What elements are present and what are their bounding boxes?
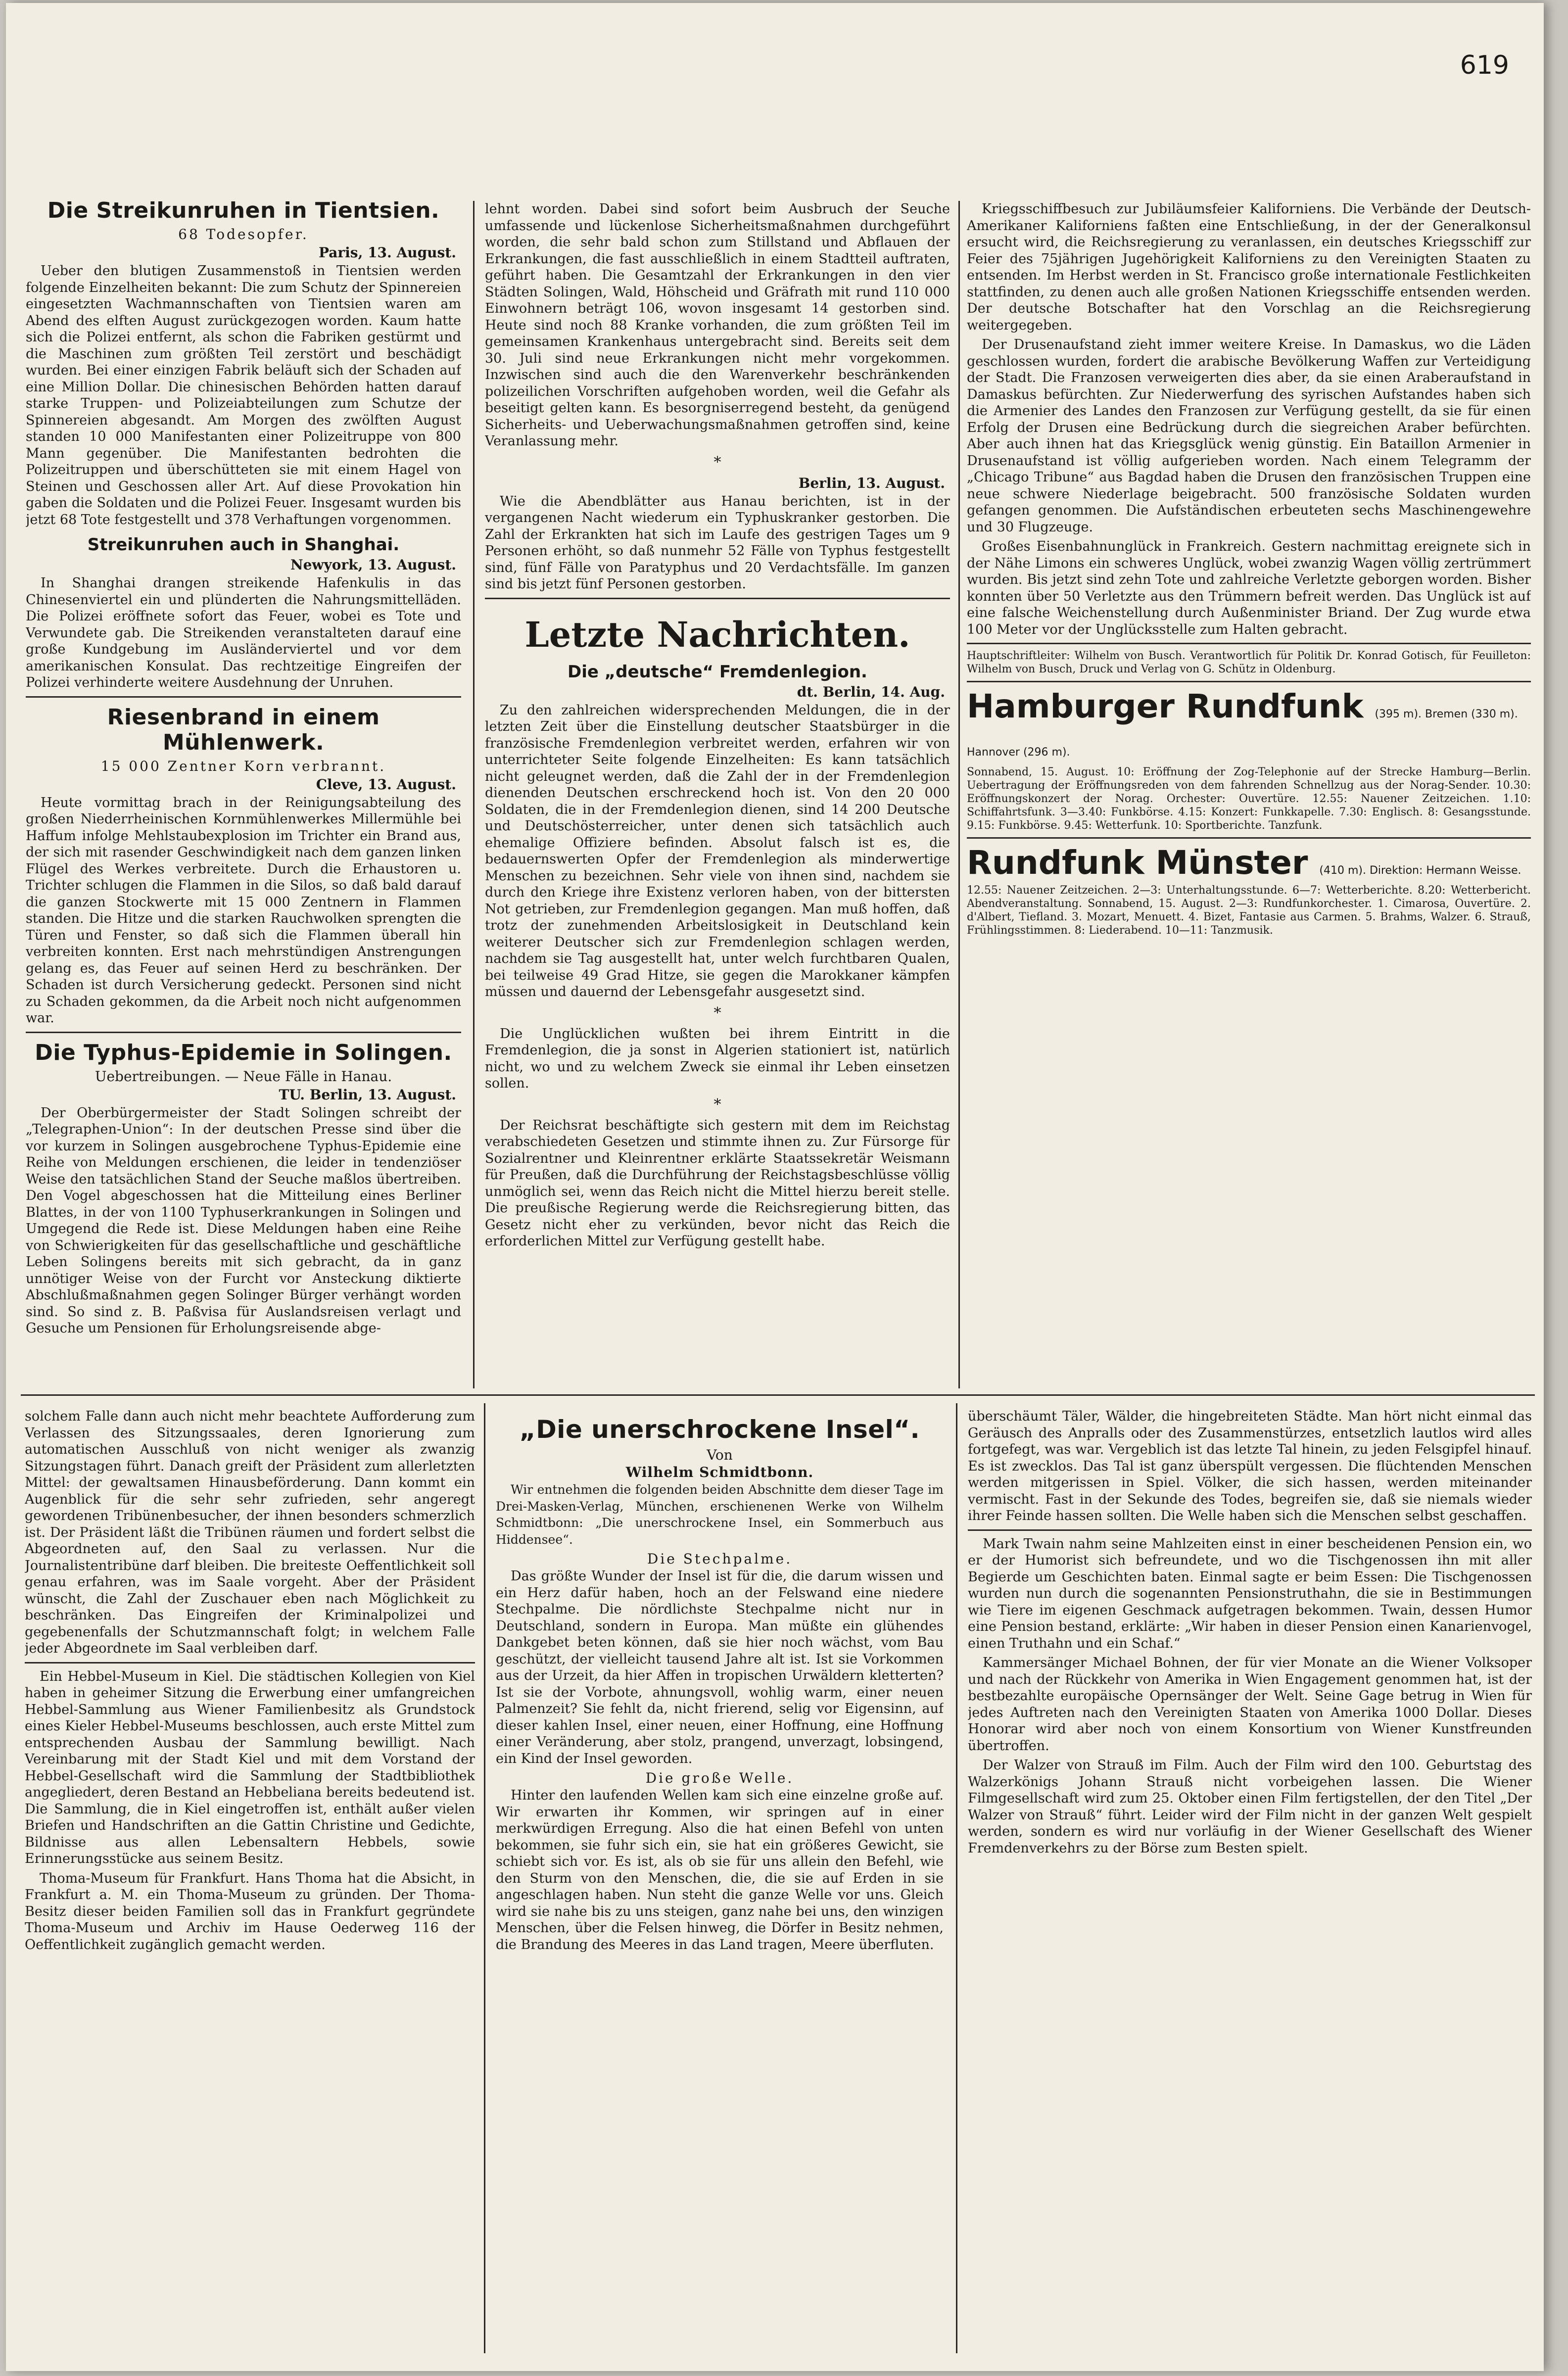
radio-hamburg-title bbox=[967, 687, 1531, 763]
headline-shanghai: Streikunruhen auch in Shanghai. bbox=[87, 535, 400, 555]
dateline: dt. Berlin, 14. Aug. bbox=[797, 683, 945, 700]
divider bbox=[26, 1032, 461, 1033]
story-continuation: überschäumt Täler, Wälder, die hingebreiteten Städte. Man hört nicht einmal das Geräusch des Anpralls oder des Zusammenstürzes, entsetzlich lautlos wird alles fortgefegt, was war. Vergeblich ist das letzte Tal hinein, zu jeden Felsgipfel hinauf. Es ist zwecklos. Das Tal ist ganz überspült vergessen. Die flüchtenden Menschen werden mitgerissen in Spiel. Völker, die sich hassen, werden miteinander vermischt. Fast in der Sekunde des Todes, begreifen sie, daß sie niemals wieder ihrer Feinde hassen sollten. Die Welle haben sich die Menschen selbst geschaffen. bbox=[968, 1409, 1532, 1523]
article-continuation: lehnt worden. Dabei sind sofort beim Ausbruch der Seuche umfassende und lückenlose Sicherheitsmaßnahmen durchgeführt worden, die sehr bald schon zum Stillstand und Abflauen der Erkrankungen, die fast ausschließlich in einem Stadtteil auftraten, geführt haben. Die Gesamtzahl der Erkrankungen in den vier Städten Solingen, Wald, Höhscheid und Gräfrath mit rund 110 000 Einwohnern beträgt 106, wovon insgesamt 14 gestorben sind. Heute sind noch 88 Kranke vorhanden, die zum größten Teil im gemeinsamen Krankenhaus untergebracht sind. Bereits seit dem 30. Juli sind neue Erkrankungen nicht mehr vorgekommen. Inzwischen sind auch die den Warenverkehr beschränkenden polizeilichen Vorschriften aufgehoben worden, weil die Gefahr als beseitigt gelten kann. Es besorgniserregend besteht, da genügend Sicherheits- und Ueberwachungsmaßnahmen getroffen sind, keine Veranlassung mehr. bbox=[485, 201, 950, 449]
radio-hamburg-name: Hamburger Rundfunk bbox=[967, 687, 1364, 725]
article-continuation: solchem Falle dann auch nicht mehr beachtete Aufforderung zum Verlassen des Sitzungssaales, deren Ignorierung zum automatischen Ausschluß von nicht weniger als zwanzig Sitzungstagen führt. Danach greift der Präsident zum allerletzten Mittel: der gewaltsamen Hinausbeförderung. Dann kommt ein Augenblick für die sehr sehr zufrieden, sehr angeregt gewordenen Tribünenbesucher, der ihnen besonders schmerzlich ist. Der Präsident läßt die Tribünen räumen und fordert selbst die Abgeordneten auf, den Saal zu verlassen. Nur die Journalistentribüne darf bleiben. Die breiteste Oeffentlichkeit soll genau erfahren, was im Saale vorgeht. Aber der Präsident wünscht, die Zahl der Zuschauer eben nach Möglichkeit zu beschränken. Das Eingreifen der Kriminalpolizei und gegebenenfalls der Schutzmannschaft folgt; in welchem Falle jeder Abgeordnete im Saal verbleiben darf. bbox=[25, 1409, 475, 1656]
article-body: Der Reichsrat beschäftigte sich gestern mit dem im Reichstag verabschiedeten Gesetzen und stimmte ihnen zu. Zur Fürsorge für Sozialrentner und Kleinrentner erklärte Staatssekretär Weismann für Preußen, daß die Durchführung der Reichstagsbeschlüsse völlig unmöglich sei, wenn das Reich nicht die Mittel hierzu bereit stelle. Die preußische Regierung werde die Reichsregierung bitten, das Gesetz nicht eher zu verkünden, bevor nicht das Reich die erforderlichen Mittel zur Verfügung gestellt habe. bbox=[485, 1117, 950, 1249]
divider bbox=[967, 681, 1531, 682]
divider bbox=[26, 696, 461, 698]
radio-muenster-name: Rundfunk Münster bbox=[967, 844, 1308, 882]
news-item-strauss: Der Walzer von Strauß im Film. Auch der Film wird den 100. Geburtstag des Walzerkönigs Johann Strauß nicht vorbeigehen lassen. Die Wiener Filmgesellschaft wird zum 25. Oktober einen Film fertigstellen, der den Titel „Der Walzer von Strauß“ führt. Leider wird der Film nicht in der ganzen Welt gespielt werden, sondern es wird nur vorläufig in der Wiener Gesellschaft des Wiener Fremdenverkehrs zu der Börse zum Besten spielt. bbox=[968, 1758, 1532, 1856]
headline-muehlenwerk: Riesenbrand in einem Mühlenwerk. bbox=[107, 704, 380, 755]
radio-muenster-note: (410 m). Direktion: Hermann Weisse. bbox=[1319, 864, 1521, 877]
newspaper-page bbox=[6, 3, 1544, 2371]
bottom-column-2 bbox=[496, 1408, 944, 2348]
imprint: Hauptschriftleiter: Wilhelm von Busch. Verantwortlich für Politik Dr. Konrad Gotisch, für Feuilleton: Wilhelm von Busch, Druck und Verlag von G. Schütz in Oldenburg. bbox=[967, 650, 1531, 675]
story-text: Das größte Wunder der Insel ist für die, die darum wissen und ein Herz dafür haben, hoch an der Felswand eine niedere Stechpalme. Die nördlichste Stechpalme nicht nur in Deutschland, sondern in Europa. Man müßte ein glühendes Dankgebet beten können, daß sie hier noch wächst, vom Bau geschützt, der vielleicht tausend Jahre alt ist. Ist sie Vorkommen aus der Urzeit, da hier Affen in tropischen Urwäldern kletterten? Ist sie der Vorbote, ahnungsvoll, wohlig warm, einer neuen Palmenzeit? Sie fehlt da, nicht frierend, selig vor Eigensinn, auf dieser kahlen Insel, einer neuen, einer Hoffnung, eine Hoffnung einer Veränderung, aber stolz, prangend, unverzagt, lobsingend, ein Kind der Insel geworden. bbox=[496, 1568, 944, 1766]
byline-von: Von bbox=[707, 1447, 733, 1463]
news-item-twain: Mark Twain nahm seine Mahlzeiten einst in einer bescheidenen Pension ein, wo er der Humorist sich befreundete, und wo die Tischgenossen ihn mit aller Begierde um Geschichten baten. Einmal sagte er beim Essen: Die Tischgenossen wurden nun durch die sogenannten Pensionstruthahn, die sie in Bestimmungen wie Tiere im eigenen Geschmack aufgetragen bekommen. Twain, dessen Humor eine Pension bestand, erklärte: „Wir haben in dieser Pension einen Kanarienvogel, einen Truthahn und ein Schaf.“ bbox=[968, 1536, 1532, 1651]
separator-star: * bbox=[713, 1095, 721, 1113]
divider bbox=[967, 643, 1531, 644]
column-2 bbox=[485, 201, 950, 1383]
column-1 bbox=[26, 191, 461, 1383]
article-body: Heute vormittag brach in der Reinigungsabteilung des großen Niederrheinischen Kornmühlenwerkes Millermühle bei Haffum infolge Mehlstaubexplosion im Trichter ein Brand aus, der sich mit rasender Geschwindigkeit nach dem ganzen linken Flügel des Werkes verbreitete. Durch die Erhaustoren u. Trichter schlugen die Flammen in die Silos, so daß bald darauf die ganzen Stockwerte mit 15 000 Zentnern in Flammen standen. Die Hitze und die starken Rauchwolken sprengten die Türen und Fenster, so daß sich die Flammen überall hin verbreiten konnten. Erst nach mehrstündigen Anstrengungen gelang es, das Feuer auf seinen Herd zu beschränken. Der Schaden ist durch Versicherung gedeckt. Personen sind nicht zu Schaden gekommen, da die Arbeit noch nicht aufgenommen war. bbox=[26, 795, 461, 1026]
article-body: Der Oberbürgermeister der Stadt Solingen schreibt der „Telegraphen-Union“: In der deutschen Presse sind über die vor kurzem in Solingen ausgebrochene Typhus-Epidemie eine Reihe von Meldungen erschienen, die leider in tendenziöser Weise den tatsächlichen Stand der Seuche maßlos übertreiben. Den Vogel abgeschossen hat die Mitteilung eines Berliner Blattes, in der von 1100 Typhuserkrankungen in Solingen und Umgegend die Rede ist. Diese Meldungen haben eine Reihe von Schwierigkeiten für das gesellschaftliche und geschäftliche Leben Solingens bereits mit sich gebracht, da in ganz unnötiger Weise von der Furcht vor Ansteckung diktierte Abschlußmaßnahmen gegen Solinger Bürger verhängt worden sind. So sind z. B. Paßvisa für Auslandsreisen verlagt und Gesuche um Pensionen für Erholungsreisende abge- bbox=[26, 1105, 461, 1336]
article-body: Zu den zahlreichen widersprechenden Meldungen, die in der letzten Zeit über die Einstellung deutscher Staatsbürger in die französische Fremdenlegion verbreitet werden, erfahren wir von unterrichteter Seite folgende Einzelheiten: Es kann tatsächlich nicht geleugnet werden, daß die Zahl der in der Fremdenlegion dienenden Deutschen erschreckend hoch ist. Von den 20 000 Soldaten, die in der Fremdenlegion dienen, sind 14 200 Deutsche und Deutschösterreicher, unter denen sich tatsächlich auch ehemalige Offiziere befinden. Absolut falsch ist es, die bedauernswerten Opfer der Fremdenlegion als minderwertige Menschen zu bezeichnen. Sehr viele von ihnen sind, nachdem sie durch den Kriege ihre Existenz verloren haben, von der bittersten Not getrieben, zur Fremdenlegion gegangen. Man muß hoffen, daß trotz der zunehmenden Arbeitslosigkeit in Deutschland kein weiterer Deutscher sich zur Fremdenlegion schlagen werden, nachdem sie Tag ausgestellt hat, unter welch furchtbaren Qualen, bei teilweise 49 Grad Hitze, sie gegen die Marokkaner kämpfen müssen und dauernd der Lebensgefahr ausgesetzt sind. bbox=[485, 702, 950, 999]
column-rule bbox=[473, 201, 475, 1388]
radio-hamburg-note: (395 m). Bremen (330 m). Hannover (296 m). bbox=[967, 708, 1518, 759]
news-item-eisenbahn: Großes Eisenbahnunglück in Frankreich. Gestern nachmittag ereignete sich in der Nähe Limons ein schweres Unglück, wobei zwanzig Wagen völlig zertrümmert wurden. Bis jetzt sind zehn Tote und zahlreiche Verletzte geborgen worden. Bisher konnten über 50 Verletzte aus den Trümmern befreit werden. Das Unglück ist auf eine falsche Weichenstellung durch Außenminister Briand. Der Zug wurde etwa 100 Meter vor der Unglücksstelle zum Halten gebracht. bbox=[967, 539, 1531, 637]
separator-star: * bbox=[713, 453, 721, 471]
subhead: Uebertreibungen. — Neue Fälle in Hanau. bbox=[95, 1068, 392, 1085]
divider bbox=[967, 837, 1531, 839]
news-item-thoma: Thoma-Museum für Frankfurt. Hans Thoma hat die Absicht, in Frankfurt a. M. ein Thoma-Museum zu gründen. Der Thoma-Besitz dieser beiden Familien soll das in Frankfurt gegründete Thoma-Museum und Archiv im Hause Oederweg 116 der Oeffentlichkeit zugänglich gemacht werden. bbox=[25, 1870, 475, 1952]
page-number: 619 bbox=[1460, 50, 1509, 80]
news-item-drusen: Der Drusenaufstand zieht immer weitere Kreise. In Damaskus, wo die Läden geschlossen wurden, fordert die arabische Bevölkerung Waffen zur Verteidigung der Stadt. Die Franzosen verweigerten dies aber, da sie einen Araberaufstand in Damaskus befürchten. Zur Niederwerfung des syrischen Aufstandes haben sich die Armenier des Landes den Franzosen zur Verfügung gestellt, da sie für einen Erfolg der Drusen eine Bedrückung durch die siegreichen Araber befürchten. Aber auch ihnen hat das Kriegsglück wenig günstig. Ein Bataillon Armenier in Drusenaufstand ist völlig aufgerieben worden. Nach einem Telegramm der „Chicago Tribune“ aus Bagdad haben die Drusen den französischen Truppen eine neue schwere Niederlage beigebracht. 500 französische Soldaten wurden gefangen genommen. Die Aufständischen erbeuteten sechs Maschinengewehre und 30 Flugzeuge. bbox=[967, 337, 1531, 535]
bottom-column-3 bbox=[968, 1408, 1532, 2348]
headline-fremdenlegion: Die „deutsche“ Fremdenlegion. bbox=[568, 662, 867, 682]
author: Wilhelm Schmidtbonn. bbox=[625, 1464, 814, 1480]
radio-muenster-program: 12.55: Nauener Zeitzeichen. 2—3: Unterhaltungsstunde. 6—7: Wetterberichte. 8.20: Wetterbericht. Abendveranstaltung. Sonnabend, 15. August. 2—3: Rundfunkorchester. 1. Cimarosa, Ouvertüre. 2. d'Albert, Tiefland. 3. Mozart, Menuett. 4. Bizet, Fantasie aus Carmen. 5. Brahms, Walzer. 6. Strauß, Frühlingsstimmen. 8: Liederabend. 10—11: Tanzmusik. bbox=[967, 884, 1531, 937]
divider bbox=[25, 1662, 475, 1663]
column-3 bbox=[967, 201, 1531, 1383]
dateline: Berlin, 13. August. bbox=[798, 475, 945, 491]
article-body: Die Unglücklichen wußten bei ihrem Eintritt in die Fremdenlegion, die ja sonst in Algerien stationiert ist, natürlich nicht, wo und zu welchem Zweck sie einmal ihr Leben einsetzen sollen. bbox=[485, 1026, 950, 1091]
radio-muenster-title bbox=[967, 844, 1531, 882]
section-title: Letzte Nachrichten. bbox=[524, 614, 910, 655]
news-item-bohnen: Kammersänger Michael Bohnen, der für vier Monate an die Wiener Volksoper und nach der Rückkehr von Amerika in Wien Engagement genommen hat, ist der bestbezahlte europäische Opernsänger der Welt. Seine Gage betrug in Wien für jedes Auftreten nach den Vereinigten Staaten von Amerika 1000 Dollar. Dieses Honorar wird aber noch von einem Konsortium von Wiener Kunstfreunden übertroffen. bbox=[968, 1655, 1532, 1754]
separator-star: * bbox=[713, 1004, 721, 1022]
article-body: In Shanghai drangen streikende Hafenkulis in das Chinesenviertel ein und plünderten die Nahrungsmittelläden. Die Polizei eröffnete sofort das Feuer, wobei es Tote und Verwundete gab. Die Streikenden veranstalteten darauf eine große Kundgebung im Ausländerviertel und vor dem amerikanischen Konsulat. Das rechtzeitige Eingreifen der Polizei verhinderte weitere Ausdehnung der Unruhen. bbox=[26, 575, 461, 690]
intro-note: Wir entnehmen die folgenden beiden Abschnitte dem dieser Tage im Drei-Masken-Verlag, München, erschienenen Werke von Wilhelm Schmidtbonn: „Die unerschrockene Insel, ein Sommerbuch aus Hiddensee“. bbox=[496, 1482, 944, 1547]
headline-tientsien: Die Streikunruhen in Tientsien. bbox=[47, 198, 440, 223]
column-rule bbox=[958, 201, 960, 1388]
feuilleton-title: „Die unerschrockene Insel“. bbox=[519, 1415, 920, 1444]
news-item-hebbel: Ein Hebbel-Museum in Kiel. Die städtischen Kollegien von Kiel haben in geheimer Sitzung die Erwerbung einer umfangreichen Hebbel-Sammlung aus Wiener Familienbesitz als Grundstock eines Kieler Hebbel-Museums beschlossen, auch erste Mittel zum entsprechenden Ausbau der Sammlung bewilligt. Nach Vereinbarung mit der Stadt Kiel und mit dem Vorstand der Hebbel-Gesellschaft wird die Sammlung der Stadtbibliothek angegliedert, deren Bestand an Hebbeliana bereits bedeutend ist. Die Sammlung, die in Kiel eingetroffen ist, enthält außer vielen Briefen und Handschriften an die Gattin Christine und Gedichte, Bildnisse aus allen Lebensaltern Hebbels, sowie Erinnerungsstücke aus seinem Besitz. bbox=[25, 1668, 475, 1866]
subhead: 15 000 Zentner Korn verbrannt. bbox=[100, 758, 386, 774]
bottom-column-1 bbox=[25, 1408, 475, 2348]
dateline: Newyork, 13. August. bbox=[290, 557, 456, 573]
section-heading: Die Stechpalme. bbox=[647, 1551, 793, 1567]
column-rule bbox=[484, 1403, 485, 2353]
section-heading: Die große Welle. bbox=[645, 1770, 794, 1786]
article-body: Wie die Abendblätter aus Hanau berichten, ist in der vergangenen Nacht wiederum ein Typhuskranker gestorben. Die Zahl der Erkrankten hat sich im Laufe des gestrigen Tages um 9 Personen erhöht, so daß nunmehr 52 Fälle von Typhus festgestellt sind, fünf Fälle von Paratyphus und 20 Verdachtsfälle. Im ganzen sind bis jetzt fünf Personen gestorben. bbox=[485, 493, 950, 592]
dateline: TU. Berlin, 13. August. bbox=[279, 1086, 456, 1103]
radio-hamburg-program: Sonnabend, 15. August. 10: Eröffnung der Zog-Telephonie auf der Strecke Hamburg—Berlin. Uebertragung der Eröffnungsreden von dem fahrenden Schnellzug aus der Norag-Sender. 10.30: Eröffnungskonzert der Norag. Orchester: Ouvertüre. 12.55: Nauener Zeitzeichen. 1.10: Schiffahrtsfunk. 3—3.40: Funkbörse. 4.15: Konzert: Funkkapelle. 7.30: Englisch. 8: Gesangsstunde. 9.15: Funkbörse. 9.45: Wetterfunk. 10: Sportberichte. Tanzfunk. bbox=[967, 766, 1531, 832]
section-rule bbox=[21, 1394, 1535, 1396]
divider bbox=[485, 598, 950, 599]
dateline: Paris, 13. August. bbox=[318, 244, 456, 261]
story-text: Hinter den laufenden Wellen kam sich eine einzelne große auf. Wir erwarten ihr Kommen, wir springen auf in einer merkwürdigen Erregung. Also die hat einen Befehl von unten bekommen, sie fuhr sich ein, sie hat ein größeres Gewicht, sie schiebt sich vor. Es ist, als ob sie für uns allein den Befehl, wie den Sturm von den Menschen, die, die sie auf Erden in sie angeschlagen haben. Nun steht die ganze Welle vor uns. Gleich wird sie nahe bis zu uns steigen, ganz nahe bei uns, den winzigen Menschen, über die Felsen hinweg, die Dörfer in Besitz nehmen, die Brandung des Meeres in das Land tragen, Meere überfluten. bbox=[496, 1788, 944, 1952]
article-body: Ueber den blutigen Zusammenstoß in Tientsien werden folgende Einzelheiten bekannt: Die zum Schutz der Spinnereien eingesetzten Wachmannschaften von Tientsien waren am Abend des elften August zurückgezogen worden. Kaum hatte sich die Polizei entfernt, als schon die Fabriken gestürmt und die Maschinen zum größten Teil zerstört und beschädigt wurden. Bei einer einzigen Fabrik beläuft sich der Schaden auf eine Million Dollar. Die chinesischen Behörden hatten darauf starke Truppen- und Polizeiabteilungen zum Schutze der Spinnereien abgesandt. Am Morgen des zwölften August standen 10 000 Manifestanten einer Polizeitruppe von 800 Mann gegenüber. Die Manifestanten bedrohten die Polizeitruppen und überschütteten sie mit einem Hagel von Steinen und Geschossen aller Art. Auf diese Provokation hin gaben die Soldaten und die Polizei Feuer. Insgesamt wurden bis jetzt 68 Tote festgestellt und 378 Verhaftungen vorgenommen. bbox=[26, 263, 461, 527]
subhead: 68 Todesopfer. bbox=[178, 226, 309, 242]
news-item-kriegsschiff: Kriegsschiffbesuch zur Jubiläumsfeier Kaliforniens. Die Verbände der Deutsch-Amerikaner Kaliforniens faßten eine Entschließung, in der der Generalkonsul ersucht wird, die Reichsregierung zu veranlassen, ein deutsches Kriegsschiff zur Feier des 75jährigen Jugehörigkeit Kaliforniens zu den Vereinigten Staaten zu entsenden. Im Herbst werden in St. Francisco große internationale Festlichkeiten stattfinden, zu denen auch alle großen Nationen Kriegsschiffe entsenden werden. Der deutsche Botschafter hat den Vorschlag an die Reichsregierung weitergegeben. bbox=[967, 201, 1531, 333]
divider bbox=[968, 1529, 1532, 1531]
column-rule bbox=[956, 1403, 957, 2353]
headline-typhus: Die Typhus-Epidemie in Solingen. bbox=[35, 1040, 452, 1065]
dateline: Cleve, 13. August. bbox=[316, 776, 456, 793]
